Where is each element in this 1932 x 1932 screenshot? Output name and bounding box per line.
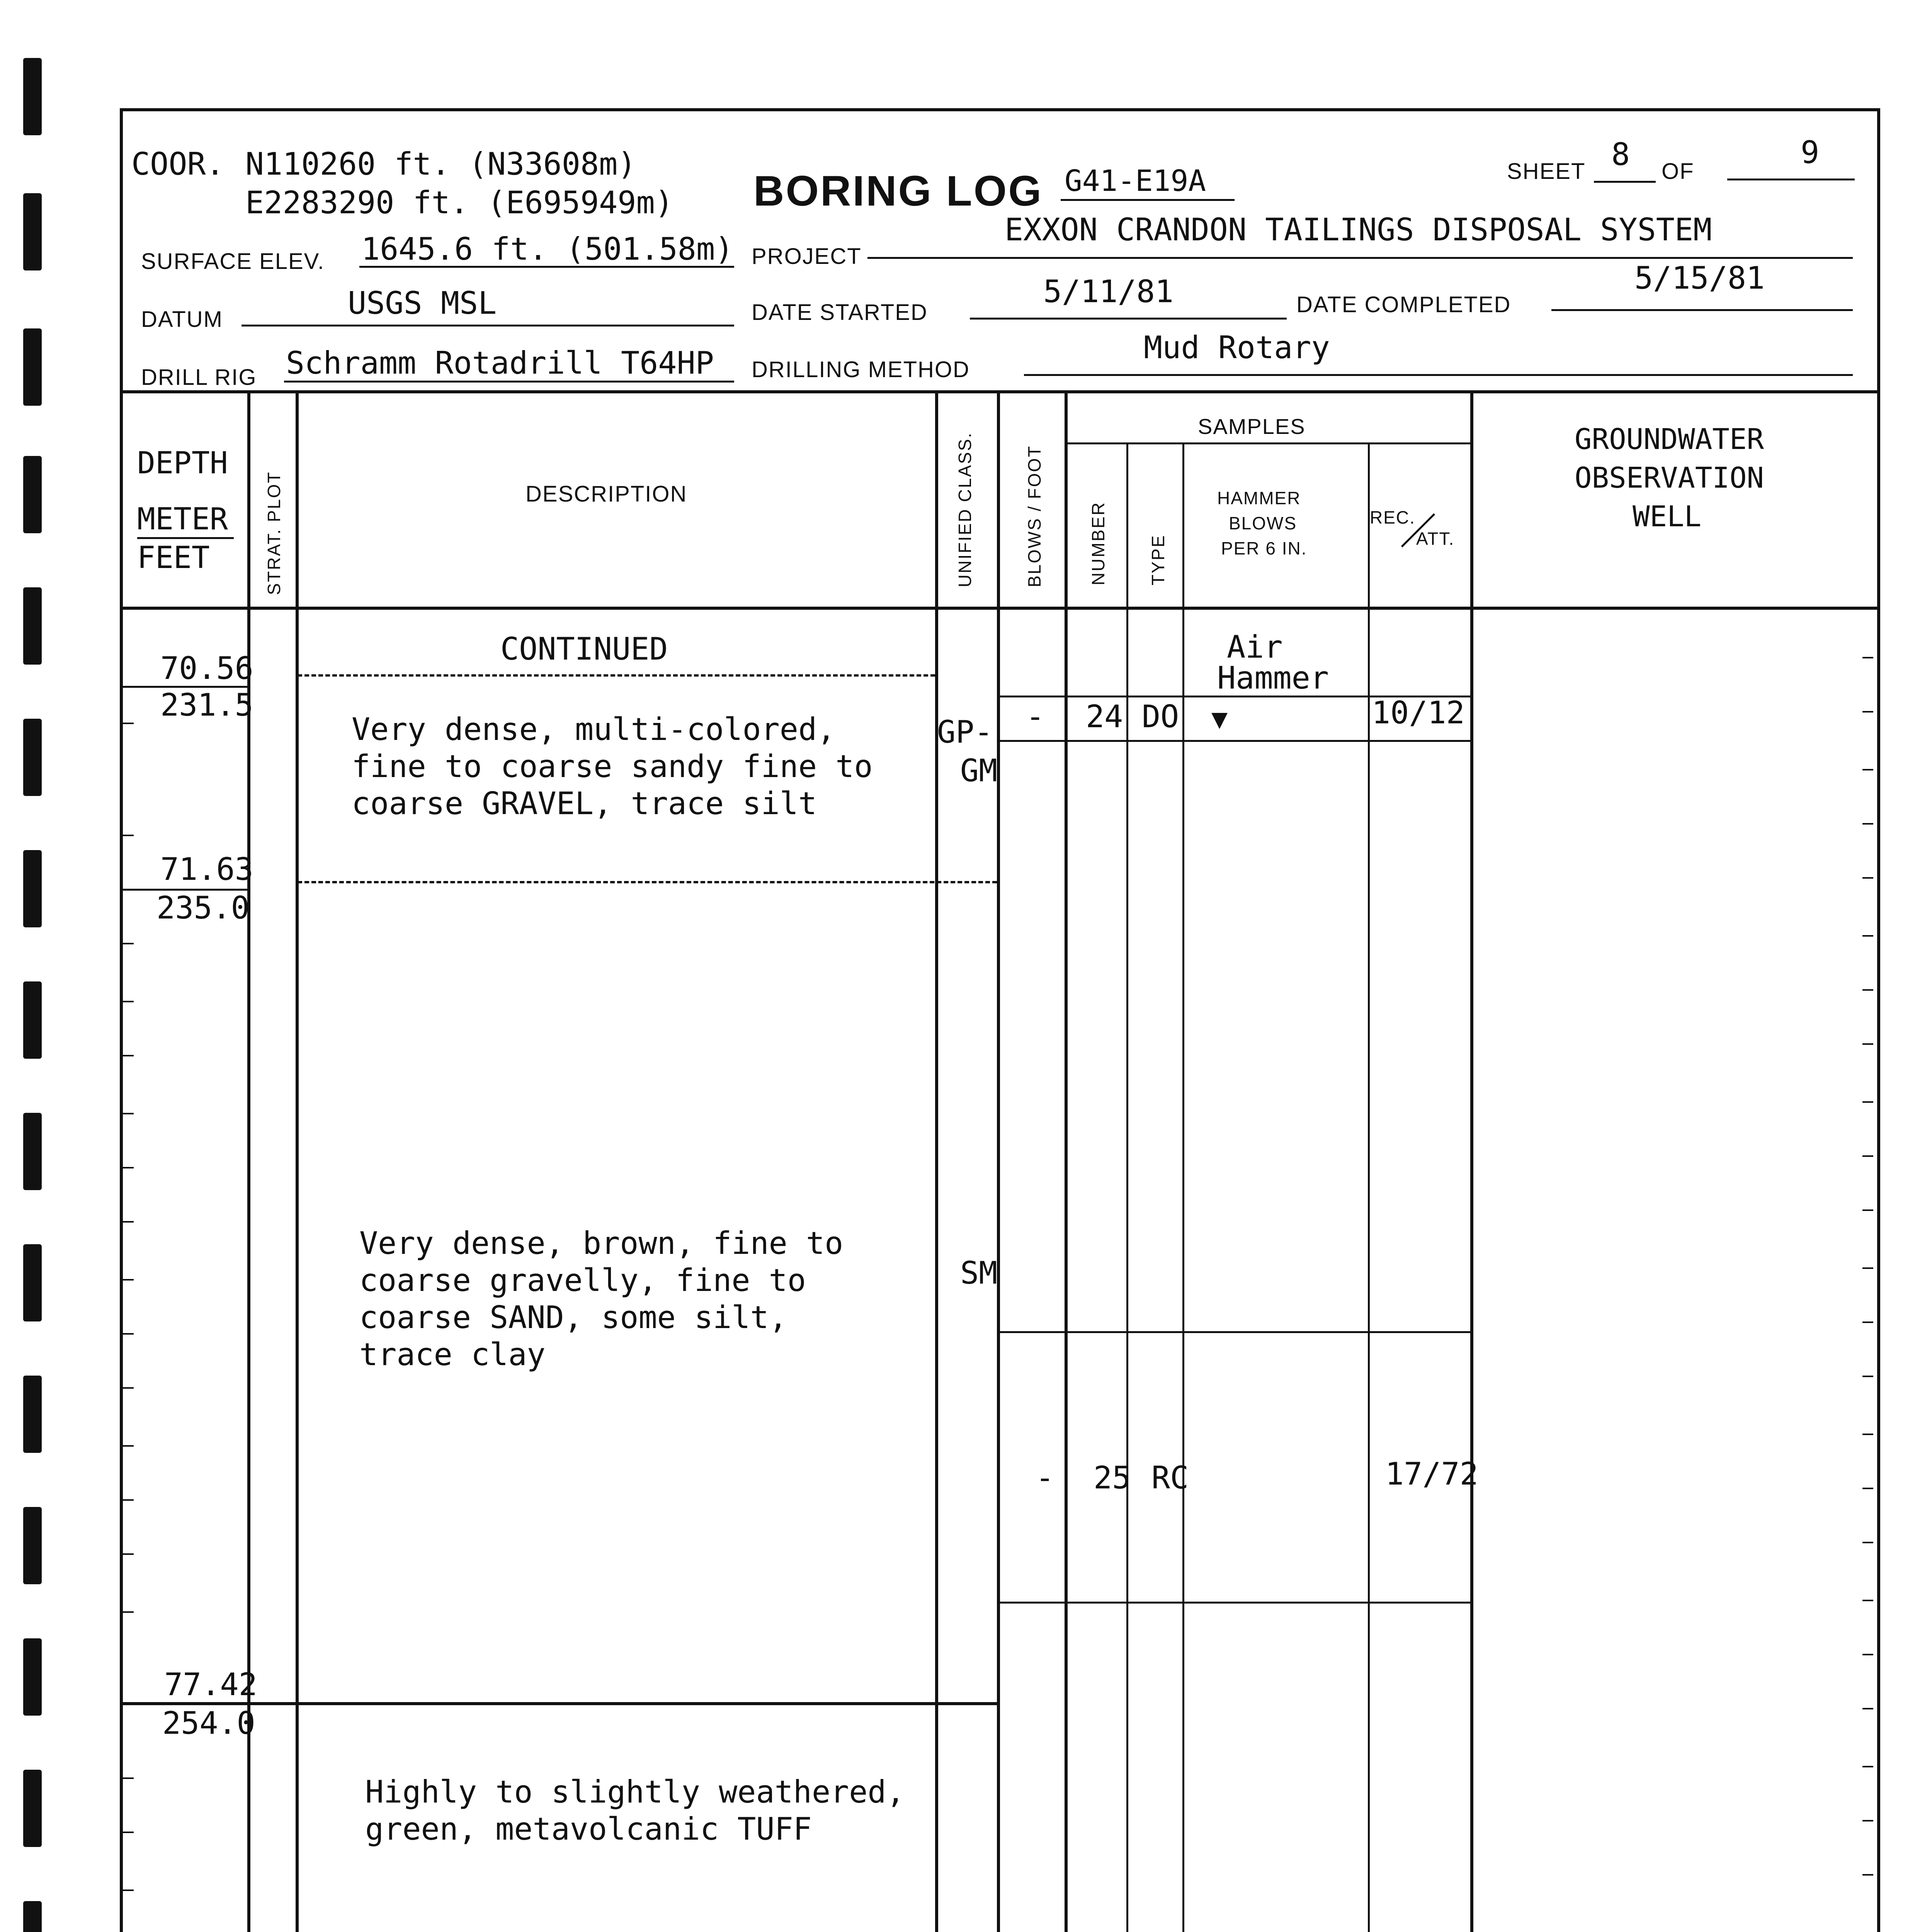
depth-meter-3: 77.42 <box>164 1667 257 1702</box>
depth-feet-2: 235.0 <box>156 890 250 926</box>
date-started: 5/11/81 <box>1043 274 1174 310</box>
drill-rig: Schramm Rotadrill T64HP <box>286 345 714 381</box>
datum: USGS MSL <box>348 285 497 321</box>
punch-hole <box>23 981 42 1059</box>
punch-hole <box>23 456 42 533</box>
boring-id-underline <box>1061 199 1235 201</box>
punch-hole <box>23 587 42 665</box>
col-type: TYPE <box>1148 534 1168 585</box>
sample1-blows: - <box>1026 699 1045 735</box>
boring-id: G41-E19A <box>1065 163 1206 198</box>
punch-hole <box>23 328 42 406</box>
col-gw-3: WELL <box>1633 500 1702 533</box>
page-title: BORING LOG <box>753 167 1043 215</box>
coor-northing: N110260 ft. (N33608m) <box>245 146 636 182</box>
col-depth: DEPTH <box>137 446 228 481</box>
depth-tick <box>123 723 134 724</box>
air-hammer-arrow-icon: ▼ <box>1211 703 1228 735</box>
drill-rig-underline <box>284 381 734 383</box>
punch-hole <box>23 193 42 270</box>
sample2-blows: - <box>1036 1460 1054 1496</box>
strat-col-right <box>296 393 299 1932</box>
class-col-right <box>997 393 1000 1932</box>
samples-subheader-line <box>1065 442 1470 444</box>
depth-tick <box>123 1221 134 1223</box>
col-samples: SAMPLES <box>1198 414 1306 439</box>
well-tick <box>1862 1874 1873 1876</box>
punch-hole <box>23 1507 42 1584</box>
col-strat-plot: STRAT. PLOT <box>264 471 284 595</box>
depth-tick <box>123 1113 134 1114</box>
depth-tick <box>123 1387 134 1389</box>
well-tick <box>1862 1321 1873 1323</box>
well-tick <box>1862 1542 1873 1543</box>
depth-feet-3: 254.0 <box>162 1705 255 1741</box>
well-tick <box>1862 1434 1873 1435</box>
desc-col-right <box>935 393 938 1932</box>
sheet-number-underline <box>1594 181 1656 183</box>
project-underline <box>867 257 1853 259</box>
drill-rig-label: DRILL RIG <box>141 365 257 390</box>
well-tick <box>1862 1267 1873 1269</box>
well-tick <box>1862 1488 1873 1489</box>
col-hammer-3: PER 6 IN. <box>1221 538 1307 558</box>
depth-tick <box>123 1055 134 1056</box>
continued-top: CONTINUED <box>500 631 668 667</box>
date-started-label: DATE STARTED <box>752 300 928 325</box>
boundary-continued <box>298 674 935 677</box>
col-gw-2: OBSERVATION <box>1575 461 1764 495</box>
boundary-layer2 <box>123 1702 1000 1705</box>
surface-elev: 1645.6 ft. (501.58m) <box>361 231 734 267</box>
number-col-right <box>1126 442 1128 1932</box>
sheet-label: SHEET <box>1507 159 1586 184</box>
depth-tick <box>123 1333 134 1335</box>
depth-tick <box>123 1001 134 1002</box>
sheet-total-underline <box>1727 179 1855 180</box>
sheet-total: 9 <box>1801 134 1820 170</box>
well-tick <box>1862 1820 1873 1821</box>
punch-hole <box>23 1113 42 1190</box>
date-started-underline <box>970 318 1287 320</box>
col-number: NUMBER <box>1088 501 1108 585</box>
header-divider <box>123 390 1877 393</box>
hammer-col-right <box>1368 442 1370 1932</box>
col-feet: FEET <box>137 541 210 575</box>
date-completed-underline <box>1551 309 1853 311</box>
col-blows-foot: BLOWS / FOOT <box>1024 445 1044 587</box>
sample2-number: 25 <box>1094 1460 1131 1496</box>
depth-tick <box>123 943 134 944</box>
col-gw-1: GROUNDWATER <box>1575 423 1764 456</box>
layer1-class-b: GM <box>960 753 998 789</box>
depth-tick <box>123 1611 134 1613</box>
date-completed-label: DATE COMPLETED <box>1296 292 1511 317</box>
depth-tick <box>123 1889 134 1891</box>
col-hammer-2: BLOWS <box>1229 513 1297 533</box>
punch-hole <box>23 1244 42 1321</box>
sample2-rec: 17/72 <box>1385 1456 1478 1492</box>
col-unified-class: UNIFIED CLASS. <box>955 432 975 587</box>
well-tick <box>1862 1376 1873 1377</box>
sample2-top <box>999 1331 1470 1333</box>
rec-col-right <box>1470 393 1473 1932</box>
datum-underline <box>242 325 734 327</box>
drilling-method-underline <box>1024 374 1853 376</box>
of-label: OF <box>1662 159 1694 184</box>
sample2-bottom <box>999 1602 1470 1604</box>
coor-easting: E2283290 ft. (E695949m) <box>245 185 673 221</box>
punch-hole <box>23 1770 42 1847</box>
sample1-bottom <box>999 740 1470 742</box>
col-description: DESCRIPTION <box>526 481 687 507</box>
sample1-type: DO <box>1142 699 1179 735</box>
depth-tick <box>123 1832 134 1833</box>
depth-tick <box>123 835 134 836</box>
depth-tick <box>123 1553 134 1555</box>
layer2-description: Very dense, brown, fine to coarse gravelly, fine to coarse SAND, some silt, trace clay <box>359 1225 844 1372</box>
depth-tick <box>123 1499 134 1501</box>
well-tick <box>1862 711 1873 713</box>
punch-hole <box>23 58 42 135</box>
well-tick <box>1862 989 1873 991</box>
project: EXXON CRANDON TAILINGS DISPOSAL SYSTEM <box>1005 212 1712 248</box>
well-tick <box>1862 1766 1873 1767</box>
well-tick <box>1862 1043 1873 1045</box>
depth-meter-1: 70.56 <box>160 650 253 686</box>
surface-elev-label: SURFACE ELEV. <box>141 249 325 274</box>
sheet-number: 8 <box>1611 136 1630 172</box>
layer2-class: SM <box>960 1255 998 1291</box>
punch-hole <box>23 1376 42 1453</box>
air-hammer-label-2: Hammer <box>1217 660 1329 696</box>
blows-col-right <box>1065 393 1068 1932</box>
punch-hole <box>23 1901 42 1932</box>
layer1-class-a: GP- <box>937 714 993 750</box>
layer3-description: Highly to slightly weathered, green, metavolcanic TUFF <box>365 1774 905 1847</box>
col-rec: REC. <box>1370 507 1415 527</box>
col-att: ATT. <box>1416 529 1455 549</box>
air-hammer-label-1: Air <box>1227 629 1283 665</box>
punch-hole <box>23 719 42 796</box>
drilling-method: Mud Rotary <box>1144 330 1330 366</box>
punch-hole <box>23 850 42 927</box>
surface-elev-underline <box>359 266 734 268</box>
depth-tick <box>123 1445 134 1447</box>
layer1-description: Very dense, multi-colored, fine to coarse sandy fine to coarse GRAVEL, trace silt <box>352 711 873 821</box>
well-tick <box>1862 823 1873 825</box>
punch-hole <box>23 1638 42 1716</box>
depth-tick <box>123 1279 134 1281</box>
depth-tick <box>123 1167 134 1168</box>
well-tick <box>1862 1155 1873 1157</box>
project-label: PROJECT <box>752 244 862 269</box>
well-tick <box>1862 1708 1873 1709</box>
col-meter: METER <box>137 502 228 537</box>
type-col-right <box>1182 442 1184 1932</box>
well-tick <box>1862 1654 1873 1655</box>
depth-tick <box>123 1777 134 1779</box>
drilling-method-label: DRILLING METHOD <box>752 357 970 382</box>
sample2-type: RC <box>1151 1460 1189 1496</box>
boundary-layer1 <box>298 881 997 883</box>
depth-meter-2: 71.63 <box>160 851 253 887</box>
datum-label: DATUM <box>141 307 223 332</box>
well-tick <box>1862 769 1873 770</box>
column-header-divider <box>123 607 1877 610</box>
date-completed: 5/15/81 <box>1634 260 1765 296</box>
well-tick <box>1862 1101 1873 1103</box>
coor-label: COOR. <box>131 146 224 182</box>
col-hammer-1: HAMMER <box>1217 488 1301 508</box>
well-tick <box>1862 877 1873 879</box>
well-tick <box>1862 935 1873 937</box>
well-tick <box>1862 1600 1873 1601</box>
meter-feet-divider <box>137 537 234 539</box>
sample1-rec: 10/12 <box>1372 695 1465 731</box>
well-tick <box>1862 1209 1873 1211</box>
well-tick <box>1862 657 1873 658</box>
sample1-number: 24 <box>1086 699 1123 735</box>
depth-feet-1: 231.5 <box>160 687 253 723</box>
